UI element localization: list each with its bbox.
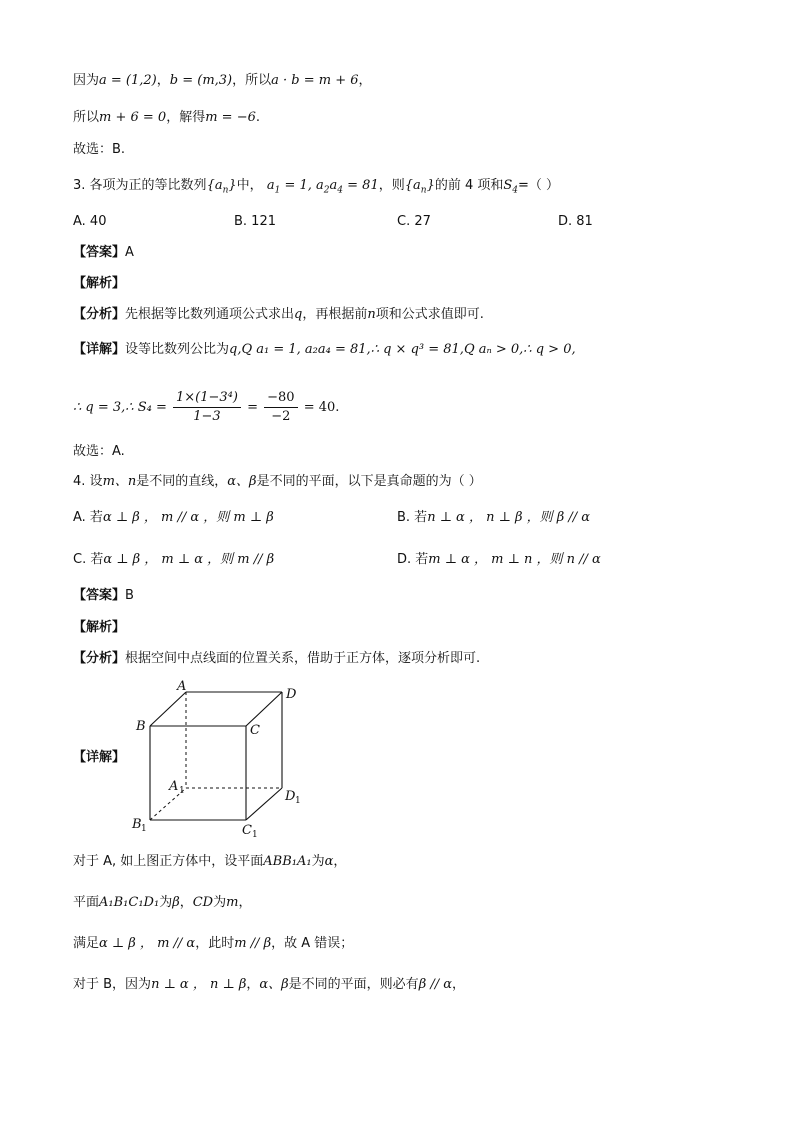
vector-a: a = (1,2) <box>99 73 157 88</box>
label-d: D <box>286 687 297 702</box>
q3-option-a: A. 40 <box>73 214 107 229</box>
q3-fenxi: 【分析】先根据等比数列通项公式求出q，再根据前n项和公式求值即可. <box>73 307 484 322</box>
q4-jiexi: 【解析】 <box>73 620 126 635</box>
q3-calculation: ∴ q = 3,∴ S₄ = $\frac{\text{1×(1−3⁴)}}{1-3}$ = $\frac{-80}{-2}$ = 40. <box>73 390 340 424</box>
q4-answer: 【答案】B <box>73 588 134 603</box>
q4-option-a: A. 若α ⊥ β ， m // α ，则 m ⊥ β <box>73 510 274 525</box>
q4-option-b: B. 若n ⊥ α ， n ⊥ β ，则 β // α <box>397 510 591 525</box>
q4-detail-3: 满足α ⊥ β ， m // α，此时m // β，故 A 错误； <box>73 936 354 951</box>
label-a1: A <box>169 779 179 794</box>
fraction-sum: $\frac{\text{1×(1−3⁴)}}{1-3}$ <box>173 389 241 426</box>
q4-detail-1: 对于 A, 如上图正方体中，设平面ABB₁A₁为α， <box>73 854 347 869</box>
vector-b: b = (m,3) <box>169 73 233 88</box>
q4-stem: 4. 设m、n是不同的直线，α、β是不同的平面，以下是真命题的为（ ） <box>73 474 482 489</box>
q3-option-b: B. 121 <box>234 214 276 229</box>
q4-fenxi: 【分析】根据空间中点线面的位置关系，借助于正方体，逐项分析即可. <box>73 651 481 666</box>
q4-detail-2: 平面A₁B₁C₁D₁为β，CD为m， <box>73 895 252 910</box>
line-solve-m: 所以m + 6 = 0，解得m = −6. <box>73 110 261 125</box>
q3-jiexi: 【解析】 <box>73 276 126 291</box>
label-d1-sub: 1 <box>295 796 301 806</box>
line-vectors: 因为a = (1,2)，b = (m,3)，所以a · b = m + 6， <box>73 73 372 88</box>
q4-option-c: C. 若α ⊥ β ， m ⊥ α ，则 m // β <box>73 552 275 567</box>
q3-stem: 3. 各项为正的等比数列$\{a_n\}$中， $a_1 = 1$, $a_2a_4 = 81$，则$\{a_n\}$的前 4 项和$S_4=$（ ） <box>73 178 560 196</box>
label-b: B <box>136 719 146 734</box>
fraction-value: $\frac{-80}{-2}$ <box>264 389 297 426</box>
q3-option-c: C. 27 <box>397 214 431 229</box>
label-a: A <box>177 679 187 694</box>
edge-ab <box>150 692 186 726</box>
line-choose-b: 故选：B. <box>73 142 126 157</box>
q3-xiangjie: 【详解】设等比数列公比为q,Q a₁ = 1, a₂a₄ = 81,∴ q × q³ = 81,Q aₙ > 0,∴ q > 0, <box>73 342 576 357</box>
q4-detail-4: 对于 B，因为n ⊥ α ， n ⊥ β，α、β是不同的平面，则必有β // α， <box>73 977 466 992</box>
label-d1: D <box>285 789 296 804</box>
dot-product: a · b = m + 6 <box>271 73 359 88</box>
q3-option-d: D. 81 <box>558 214 593 229</box>
q4-xiangjie: 【详解】 <box>73 750 126 765</box>
label-c1-sub: 1 <box>252 830 258 838</box>
edge-c1d1 <box>246 788 282 820</box>
label-a1-sub: 1 <box>179 786 185 796</box>
edge-cd <box>246 692 282 726</box>
q3-end: 故选：A. <box>73 444 125 459</box>
label-b1-sub: 1 <box>141 824 147 834</box>
label-c: C <box>250 723 260 738</box>
label-c1: C <box>242 823 252 838</box>
cube-diagram <box>126 678 316 838</box>
label-b1: B <box>132 817 142 832</box>
q4-option-d: D. 若m ⊥ α ， m ⊥ n ，则 n // α <box>397 552 601 567</box>
q3-answer: 【答案】A <box>73 245 134 260</box>
